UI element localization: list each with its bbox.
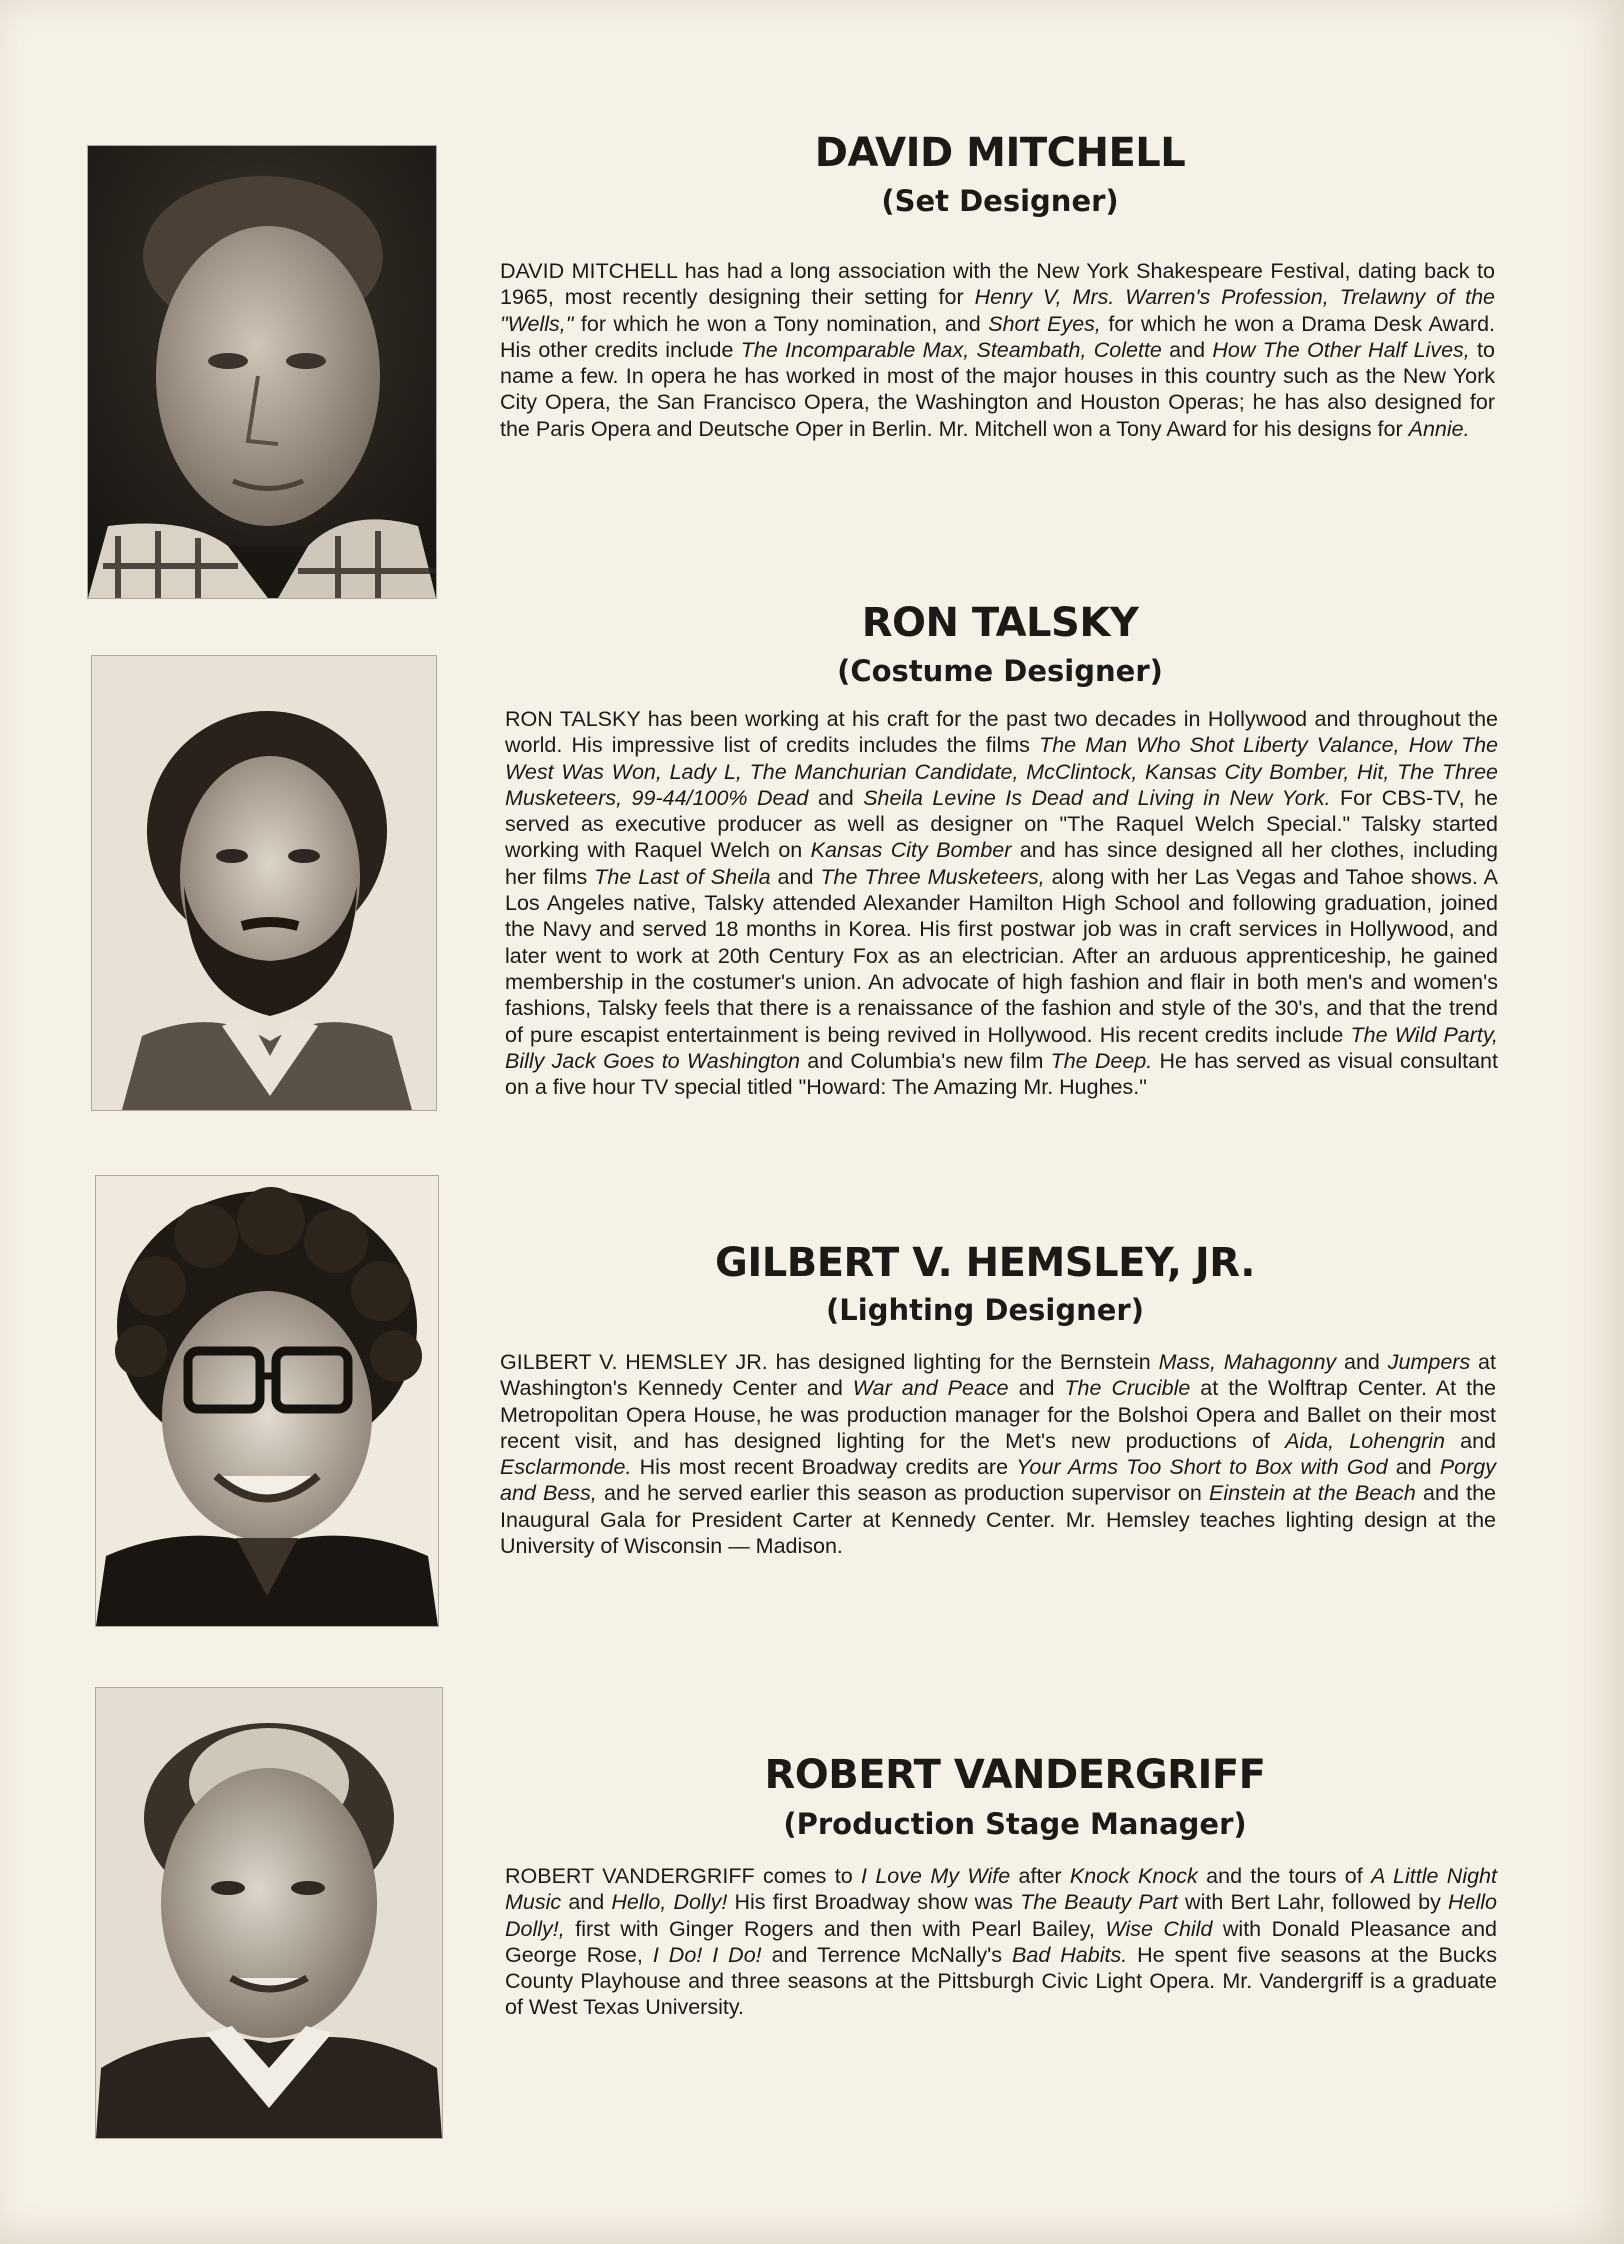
bio-text: His first Broadway show was [727, 1890, 1021, 1915]
bio-title-italic: The Last of Sheila [594, 864, 771, 889]
profile-name: RON TALSKY [861, 600, 1139, 646]
bio-text: and [1008, 1376, 1065, 1401]
bio-text: at the Wolftrap Center. At the Metropolitan Opera House, he was production manager for the Bolshoi Opera and Ballet on their most recent visit, and has designed lighting for the Met's new productions of [500, 1376, 1496, 1453]
bio-title-italic: The Incomparable Max, Steambath, Colette [740, 337, 1162, 362]
bio-title-italic: The Man Who Shot Liberty Valance, How The West Was Won, Lady L, The Manchurian Candidate, McClintock, Kansas City Bomber, Hit, The Three Musketeers, 99-44/100% Dead [505, 733, 1498, 810]
bio-title-italic: I Do! I Do! [652, 1942, 762, 1967]
bio-text: His most recent Broadway credits are [631, 1455, 1017, 1480]
portrait-photo-david-mitchell [88, 146, 436, 598]
bio-title-italic: Jumpers [1387, 1350, 1471, 1374]
bio-text: and Columbia's new film [800, 1048, 1051, 1073]
bio-text: He has served as visual consultant on a five hour TV special titled "Howard: The Amazing Mr. Hughes." [505, 1048, 1498, 1100]
bio-title-italic: Hello, Dolly! [611, 1890, 728, 1915]
bio-title-italic: How The Other Half Lives, [1212, 337, 1470, 362]
bio-text: along with her Las Vegas and Tahoe shows. A Los Angeles native, Talsky attended Alexander Hamilton High School and following graduation, joined the Navy and served 18 months in Korea. His first postwar job was in craft services in Hollywood, and later went to work at 20th Century Fox as an electrician. After an arduous apprenticeship, he gained membership in the costumer's union. An advocate of high fashion and flair in both men's and women's fashions, Talsky feels that there is a renaissance of the fashion and style of the 30's, and that the trend of pure escapist entertainment is being revived in Hollywood. His recent credits include [505, 864, 1498, 1047]
bio-text: first with Ginger Rogers and then with Pearl Bailey, [564, 1916, 1106, 1941]
profile-name: ROBERT VANDERGRIFF [764, 1752, 1266, 1798]
bio-title-italic: The Wild Party, Billy Jack Goes to Washington [505, 1022, 1499, 1073]
profile-bio [500, 1349, 1496, 1559]
portrait-photo-robert-vandergriff [96, 1688, 442, 2138]
bio-text: to name a few. In opera he has worked in most of the major houses in this country such as the New York City Opera, the San Francisco Opera, the Washington and Houston Operas; he has also designed for the Paris Opera and Deutsche Oper in Berlin. Mr. Mitchell won a Tony Award for his designs for [500, 337, 1495, 441]
bio-title-italic: Sheila Levine Is Dead and Living in New York. [863, 785, 1331, 810]
bio-text: RON TALSKY has been working at his craft for the past two decades in Hollywood and throughout the world. His impressive list of credits includes the films [505, 707, 1498, 758]
bio-text: and he served earlier this season as production supervisor on [596, 1481, 1209, 1506]
bio-text: for which he won a Drama Desk Award. His other credits include [500, 311, 1496, 362]
bio-title-italic: Kansas City Bomber [810, 838, 1012, 863]
profile-role: (Lighting Designer) [826, 1293, 1144, 1327]
bio-title-italic: A Little Night Music [505, 1864, 1497, 1915]
profile-role: (Production Stage Manager) [783, 1807, 1247, 1841]
bio-title-italic: Hello Dolly!, [505, 1890, 1497, 1941]
bio-text: for which he won a Tony nomination, and [573, 311, 989, 336]
bio-text: and has since designed all her clothes, including her films [505, 838, 1499, 889]
bio-text: He spent five seasons at the Bucks County Playhouse and three seasons at the Pittsburgh Civic Light Opera. Mr. Vandergriff is a graduate of West Texas University. [505, 1942, 1498, 2020]
bio-title-italic: I Love My Wife [861, 1864, 1011, 1888]
bio-title-italic: War and Peace [852, 1376, 1009, 1401]
portrait-photo-ron-talsky [92, 656, 436, 1110]
bio-text: at Washington's Kennedy Center and [500, 1350, 1496, 1401]
bio-title-italic: Esclarmonde. [500, 1455, 632, 1480]
profile-name: DAVID MITCHELL [814, 130, 1186, 176]
bio-text: GILBERT V. HEMSLEY JR. has designed lighting for the Bernstein [500, 1350, 1159, 1374]
bio-text: and [1336, 1350, 1388, 1374]
bio-text: DAVID MITCHELL has had a long association with the New York Shakespeare Festival, dating back to 1965, most recently designing their setting for [500, 259, 1495, 310]
bio-text: and [808, 785, 864, 810]
profile-bio [500, 258, 1495, 442]
bio-title-italic: Annie. [1408, 416, 1470, 441]
bio-title-italic: Aida, Lohengrin [1285, 1428, 1445, 1453]
bio-title-italic: Your Arms Too Short to Box with God [1016, 1455, 1388, 1480]
bio-text: and [1444, 1428, 1496, 1453]
bio-text: with Bert Lahr, followed by [1177, 1890, 1448, 1915]
bio-title-italic: Mass, Mahagonny [1158, 1350, 1337, 1374]
bio-text: and Terrence McNally's [761, 1942, 1013, 1967]
bio-text: and [1387, 1455, 1440, 1480]
bio-text: ROBERT VANDERGRIFF comes to [505, 1864, 862, 1888]
bio-title-italic: The Three Musketeers, [820, 864, 1045, 889]
profile-bio [505, 1863, 1497, 2021]
bio-title-italic: Wise Child [1105, 1916, 1213, 1941]
bio-text: and [770, 864, 821, 889]
bio-text: and [1161, 337, 1213, 362]
portrait-photo-gilbert-hemsley [96, 1176, 438, 1626]
profile-name: GILBERT V. HEMSLEY, JR. [715, 1240, 1255, 1286]
bio-text: and the Inaugural Gala for President Carter at Kennedy Center. Mr. Hemsley teaches lighting design at the University of Wisconsin — Madison. [500, 1481, 1496, 1559]
bio-text: and [561, 1890, 612, 1915]
profile-bio [505, 706, 1498, 1100]
bio-title-italic: The Deep. [1050, 1048, 1153, 1073]
bio-title-italic: Short Eyes, [988, 311, 1101, 336]
bio-text: with Donald Pleasance and George Rose, [505, 1916, 1497, 1967]
bio-title-italic: Einstein at the Beach [1209, 1481, 1416, 1506]
bio-title-italic: Porgy and Bess, [500, 1455, 1496, 1506]
bio-title-italic: Bad Habits. [1012, 1942, 1128, 1967]
profile-role: (Costume Designer) [837, 654, 1163, 688]
bio-title-italic: Henry V, Mrs. Warren's Profession, Trelawny of the "Wells," [500, 285, 1496, 336]
bio-text: after [1010, 1864, 1070, 1888]
bio-text: and the tours of [1197, 1864, 1372, 1888]
bio-title-italic: The Beauty Part [1020, 1890, 1178, 1915]
bio-title-italic: Knock Knock [1069, 1864, 1198, 1888]
bio-text: For CBS-TV, he served as executive producer as well as designer on "The Raquel Welch Special." Talsky started working with Raquel Welch on [505, 785, 1498, 863]
bio-title-italic: The Crucible [1064, 1376, 1191, 1401]
profile-role: (Set Designer) [881, 184, 1119, 218]
